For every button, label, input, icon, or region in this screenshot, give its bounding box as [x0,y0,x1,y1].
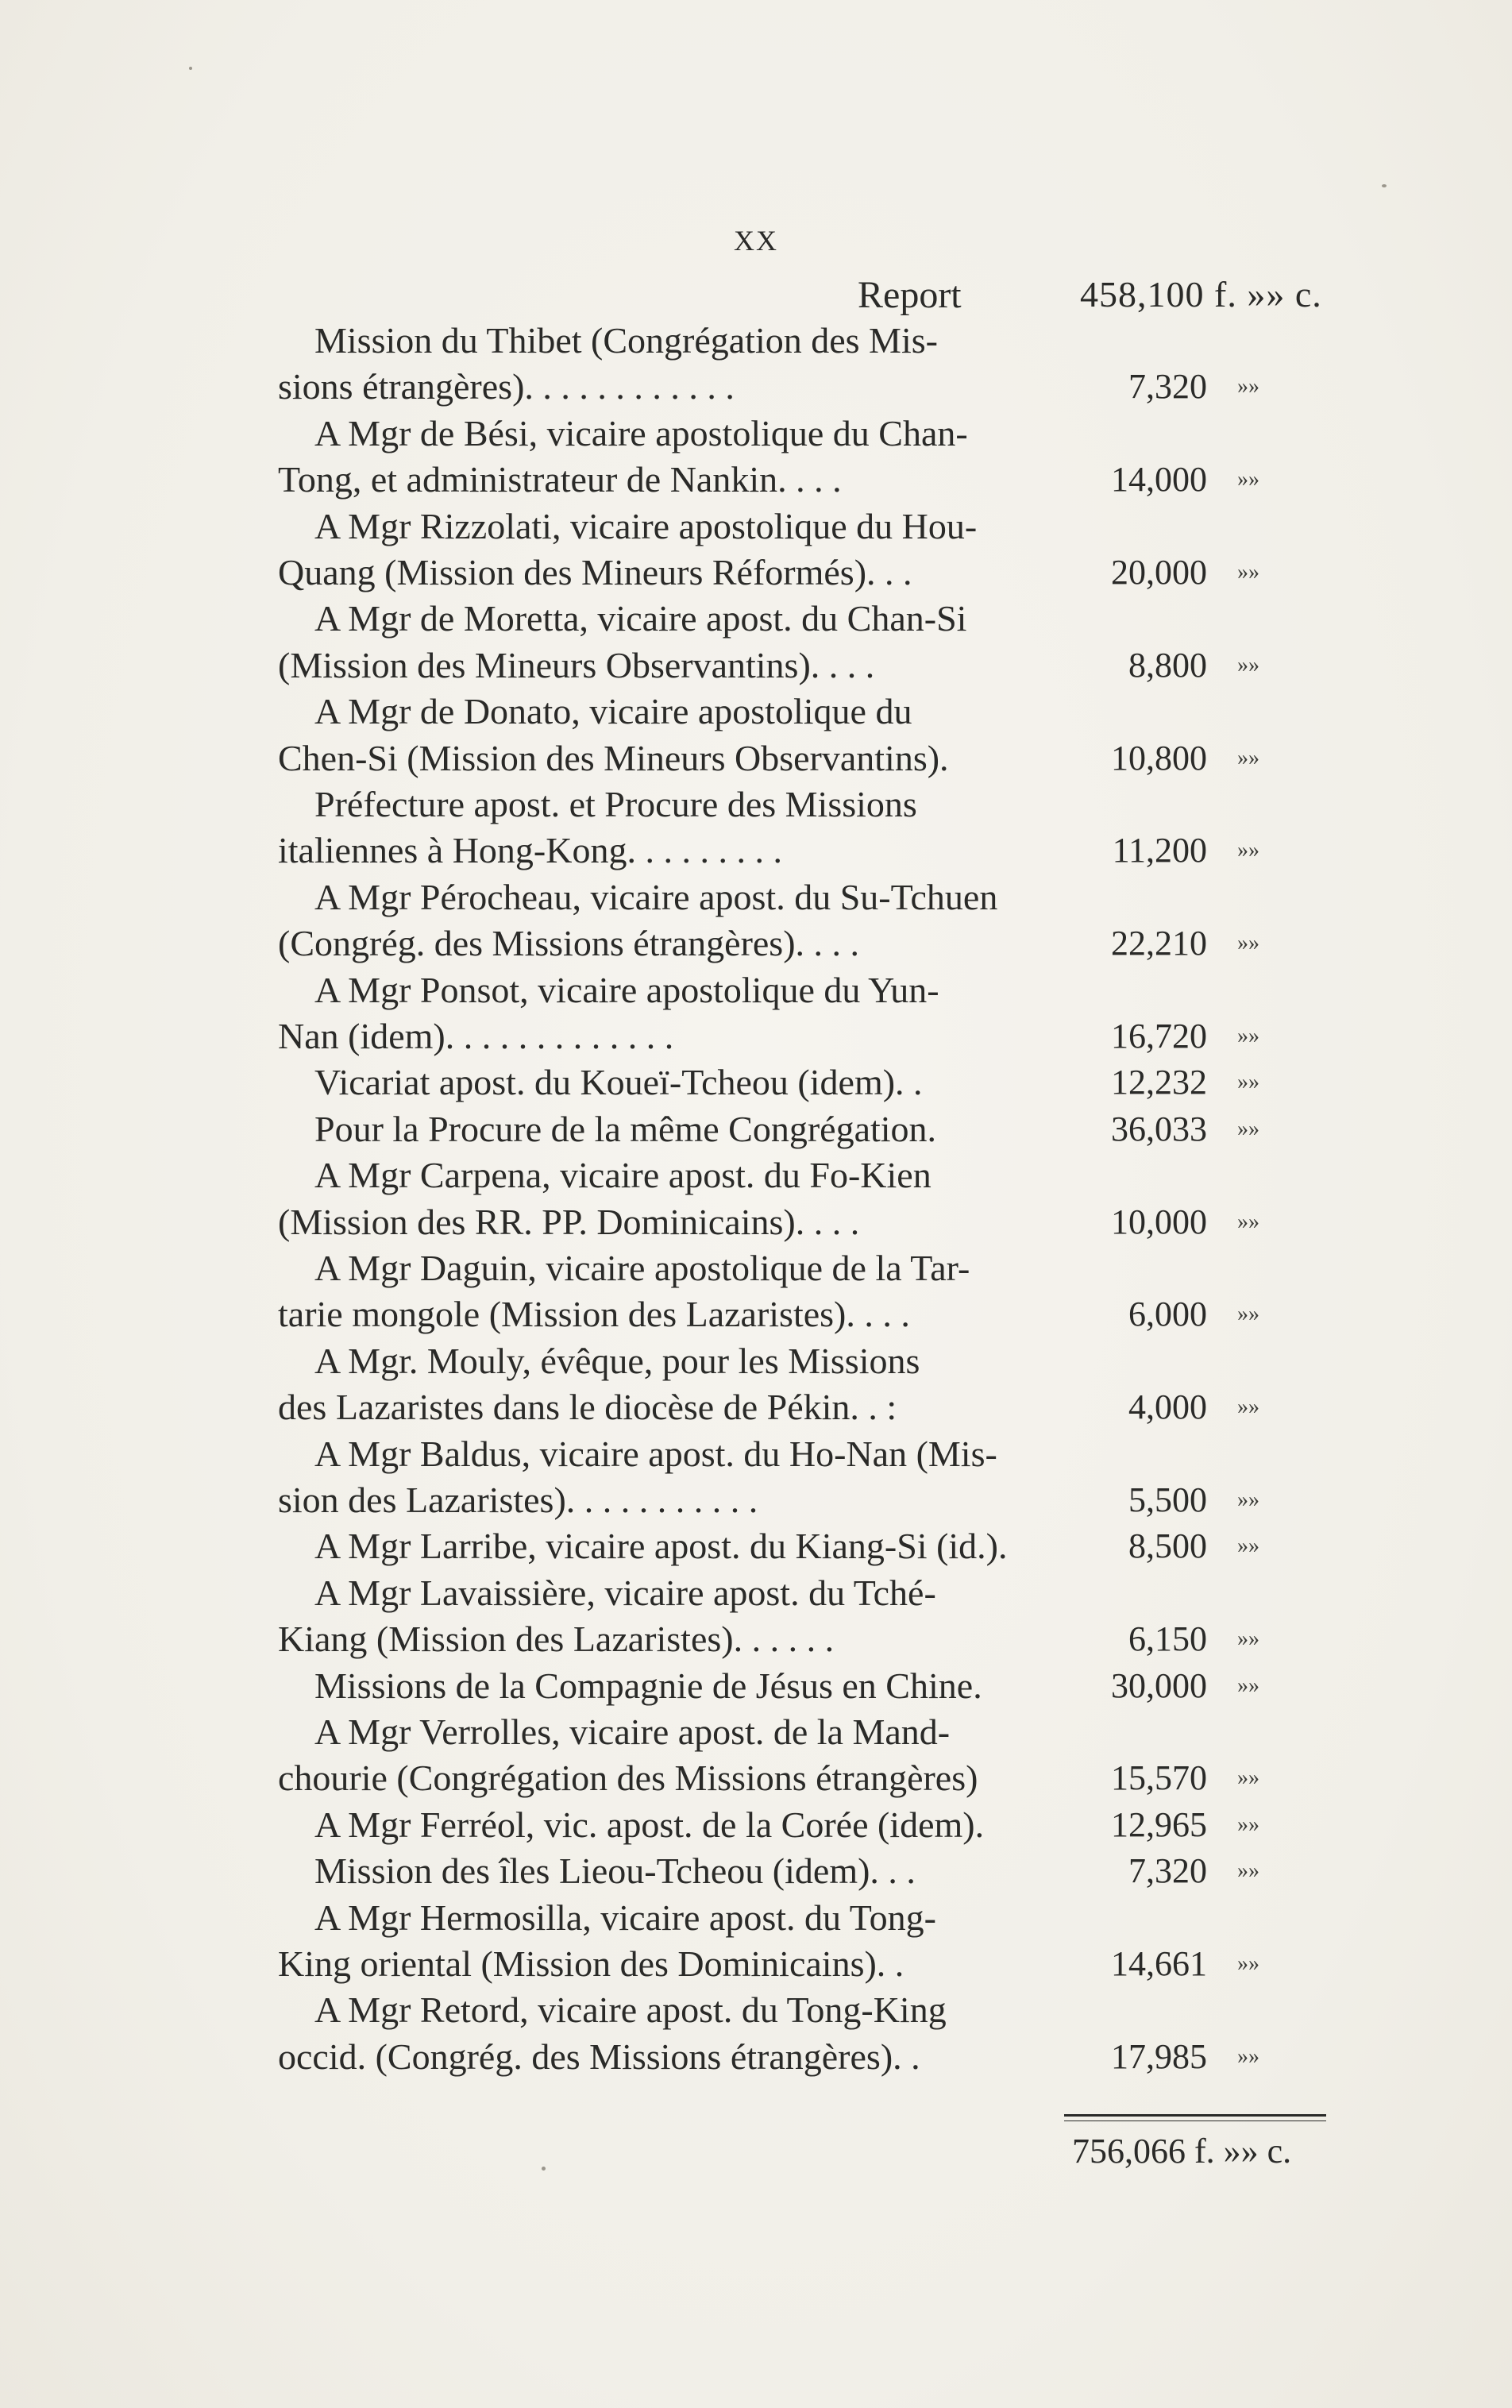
entry-centimes: »» [1237,1534,1259,1558]
entry-amount: 30,000 [1111,1666,1207,1705]
entry-centimes: »» [1237,467,1259,492]
entry-text: Pour la Procure de la même Congrégation. [314,1109,937,1149]
entry-amount: 5,500 [1128,1480,1207,1519]
entry-text: A Mgr de Moretta, vicaire apost. du Chan-Si [314,598,967,639]
paper-speck [189,67,192,70]
entry-amount: 6,000 [1128,1295,1207,1333]
report-amount: 458,100 f. »» c. [1080,274,1322,315]
entry-text: Vicariat apost. du Koueï-Tcheou (idem). . [314,1062,923,1102]
entry-text: tarie mongole (Mission des Lazaristes). . . . [278,1294,910,1334]
entry-text: King oriental (Mission des Dominicains). . [278,1943,904,1984]
total-rule [1064,2114,1326,2117]
grand-total: 756,066 f. »» c. [1072,2132,1292,2171]
entry-amount: 20,000 [1111,553,1207,592]
entry-text: (Congrég. des Missions étrangères). . . . [278,923,860,963]
paper-speck [542,2167,546,2171]
paper-speck [1382,184,1387,187]
entry-centimes: »» [1237,1395,1259,1419]
entry-text: sions étrangères). . . . . . . . . . . . [278,366,735,407]
entry-amount: 22,210 [1111,924,1207,963]
entry-text: A Mgr de Bési, vicaire apostolique du Chan- [314,413,968,453]
entry-text: A Mgr de Donato, vicaire apostolique du [314,691,912,731]
entry-text: Mission du Thibet (Congrégation des Mis- [314,320,938,361]
entry-amount: 17,985 [1111,2037,1207,2076]
entry-text: Nan (idem). . . . . . . . . . . . . [278,1016,674,1056]
entry-text: sion des Lazaristes). . . . . . . . . . . [278,1480,758,1520]
entry-centimes: »» [1237,653,1259,677]
entry-amount: 11,200 [1112,831,1207,870]
entry-amount: 12,965 [1111,1805,1207,1844]
entry-amount: 7,320 [1128,1851,1207,1890]
entry-centimes: »» [1237,1812,1259,1837]
entry-text: A Mgr Daguin, vicaire apostolique de la Tar- [314,1248,970,1288]
entry-text: des Lazaristes dans le diocèse de Pékin. . : [278,1387,897,1427]
entry-text: A Mgr Retord, vicaire apost. du Tong-King [314,1989,947,2030]
entry-text: occid. (Congrég. des Missions étrangères). . [278,2036,920,2077]
entry-amount: 12,232 [1111,1063,1207,1102]
entry-centimes: »» [1237,374,1259,399]
entry-text: A Mgr Baldus, vicaire apost. du Ho-Nan (Mis- [314,1434,997,1474]
entry-text: Kiang (Mission des Lazaristes). . . . . . [278,1619,835,1659]
entry-text: Préfecture apost. et Procure des Missions [314,784,917,824]
entry-centimes: »» [1237,1673,1259,1698]
entry-amount: 10,000 [1111,1202,1207,1241]
page-folio: XX [734,225,778,257]
entry-centimes: »» [1237,746,1259,770]
entry-text: A Mgr Hermosilla, vicaire apost. du Tong- [314,1897,936,1938]
entry-amount: 15,570 [1111,1758,1207,1797]
entry-text: A Mgr. Mouly, évêque, pour les Missions [314,1341,920,1381]
entry-amount: 36,033 [1111,1109,1207,1148]
entry-amount: 4,000 [1128,1387,1207,1426]
entry-text: (Mission des Mineurs Observantins). . . . [278,645,875,685]
entry-amount: 8,500 [1128,1526,1207,1565]
entry-text: (Mission des RR. PP. Dominicains). . . . [278,1202,860,1242]
entry-text: A Mgr Pérocheau, vicaire apost. du Su-Tchuen [314,877,998,917]
entry-text: Mission des îles Lieou-Tcheou (idem). . . [314,1850,916,1891]
entry-amount: 6,150 [1128,1619,1207,1658]
entry-text: Chen-Si (Mission des Mineurs Observantins). [278,738,949,778]
entry-text: A Mgr Lavaissière, vicaire apost. du Tché- [314,1573,936,1613]
entry-text: Quang (Mission des Mineurs Réformés). . . [278,552,912,592]
entry-amount: 10,800 [1111,739,1207,778]
entry-centimes: »» [1237,1210,1259,1234]
entry-centimes: »» [1237,1765,1259,1790]
entry-centimes: »» [1237,1070,1259,1094]
entry-centimes: »» [1237,1488,1259,1512]
entry-text: chourie (Congrégation des Missions étrangères) [278,1758,978,1798]
entry-text: A Mgr Ponsot, vicaire apostolique du Yun- [314,970,939,1010]
report-label: Report [858,274,962,316]
entry-centimes: »» [1237,1302,1259,1326]
entry-text: A Mgr Rizzolati, vicaire apostolique du Hou- [314,506,978,546]
entry-centimes: »» [1237,1858,1259,1883]
entry-amount: 7,320 [1128,367,1207,406]
entry-text: Missions de la Compagnie de Jésus en Chine. [314,1665,982,1706]
entry-centimes: »» [1237,838,1259,862]
entry-centimes: »» [1237,2044,1259,2069]
entry-text: A Mgr Ferréol, vic. apost. de la Corée (idem). [314,1804,985,1845]
entry-amount: 8,800 [1128,646,1207,685]
entry-amount: 16,720 [1111,1017,1207,1055]
entry-text: Tong, et administrateur de Nankin. . . . [278,459,842,500]
entry-centimes: »» [1237,560,1259,585]
entry-centimes: »» [1237,931,1259,955]
entry-text: A Mgr Larribe, vicaire apost. du Kiang-Si (id.). [314,1526,1008,1566]
entry-centimes: »» [1237,1951,1259,1976]
entry-centimes: »» [1237,1117,1259,1141]
entry-amount: 14,000 [1111,460,1207,499]
entry-text: italiennes à Hong-Kong. . . . . . . . . [278,830,782,870]
entry-centimes: »» [1237,1024,1259,1048]
entry-text: A Mgr Verrolles, vicaire apost. de la Mand- [314,1711,951,1752]
entry-amount: 14,661 [1111,1944,1207,1983]
entry-text: A Mgr Carpena, vicaire apost. du Fo-Kien [314,1155,932,1195]
entry-centimes: »» [1237,1627,1259,1651]
